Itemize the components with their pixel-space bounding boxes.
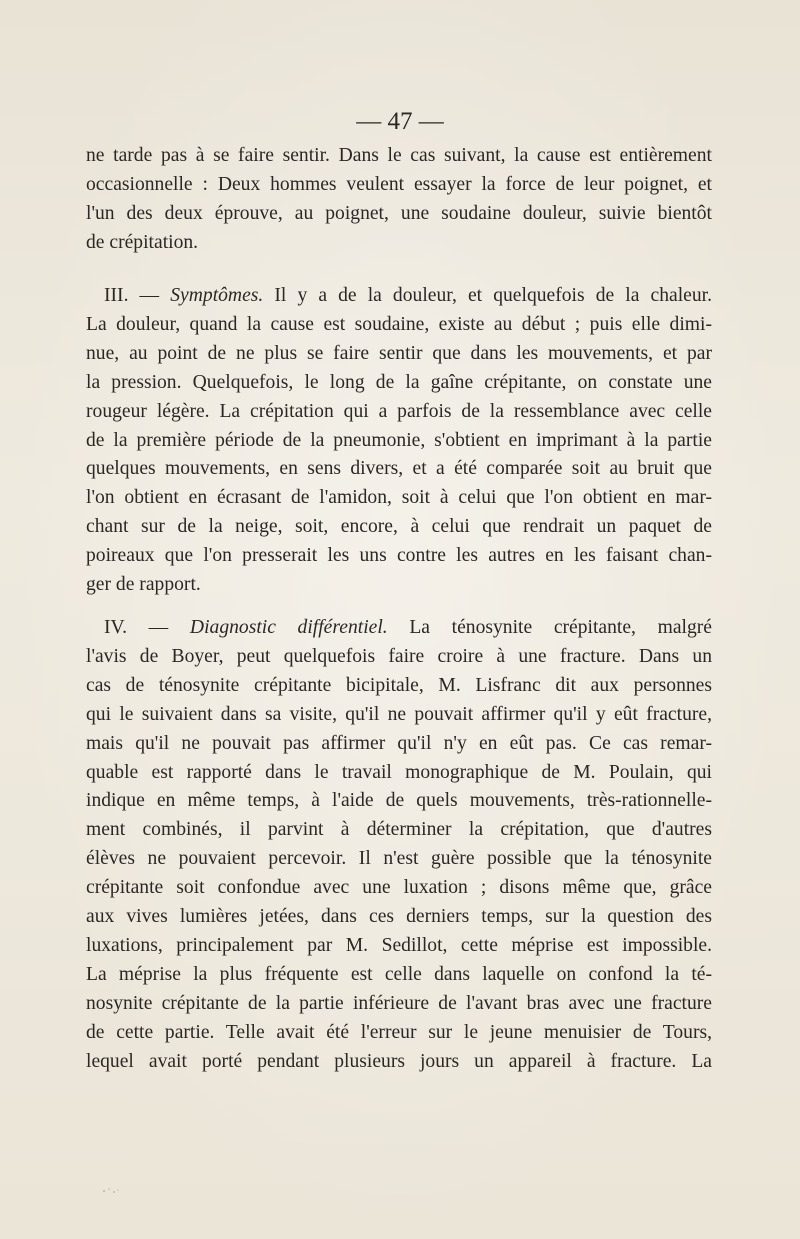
text-line: ne tarde pas à se faire sentir. Dans le cas suivant, la cause est entièrement xyxy=(86,145,712,166)
text-line: mais qu'il ne pouvait pas affirmer qu'il n'y en eût pas. Ce cas remar- xyxy=(86,732,712,754)
section-diagnostic xyxy=(86,614,712,1077)
text-run: La ténosynite crépitante, malgré xyxy=(409,617,712,638)
text-line: qui le suivaient dans sa visite, qu'il ne pouvait affirmer qu'il y eût fracture, xyxy=(86,703,712,725)
section-symptomes xyxy=(86,282,712,600)
text-line: de la première période de la pneumonie, s'obtient en imprimant à la partie xyxy=(86,429,712,451)
text-line: ger de rapport. xyxy=(86,574,201,596)
text-line: indique en même temps, à l'aide de quels mouvements, très-rationnelle- xyxy=(86,790,712,812)
paper-speck xyxy=(100,1185,122,1195)
section-numeral: IV. — xyxy=(104,617,169,638)
paragraph-continuation xyxy=(86,142,712,258)
text-line: l'un des deux éprouve, au poignet, une soudaine douleur, suivie bientôt xyxy=(86,202,712,224)
page-number: — 47 — xyxy=(356,108,444,135)
text-line: crépitante soit confondue avec une luxation ; disons même que, grâce xyxy=(86,877,712,899)
text-line: rougeur légère. La crépitation qui a parfois de la ressemblance avec celle xyxy=(86,400,712,422)
section-heading-line xyxy=(86,614,712,643)
text-line: poireaux que l'on presserait les uns contre les autres en les faisant chan- xyxy=(86,545,712,567)
text-line: l'on obtient en écrasant de l'amidon, soit à celui que l'on obtient en mar- xyxy=(86,487,712,509)
text-run: Il y a de la douleur, et quelquefois de la chaleur. xyxy=(274,285,712,306)
text-line: chant sur de la neige, soit, encore, à celui que rendrait un paquet de xyxy=(86,516,712,538)
text-line: aux vives lumières jetées, dans ces derniers temps, sur la question des xyxy=(86,906,712,928)
text-line: de cette partie. Telle avait été l'erreur sur le jeune menuisier de Tours, xyxy=(86,1021,712,1043)
text-line: cas de ténosynite crépitante bicipitale, M. Lisfranc dit aux personnes xyxy=(86,674,712,696)
text-line: lequel avait porté pendant plusieurs jours un appareil à fracture. La xyxy=(86,1050,712,1072)
section-heading: Diagnostic différentiel. xyxy=(189,617,388,638)
text-line: occasionnelle : Deux hommes veulent essayer la force de leur poignet, et xyxy=(86,173,712,195)
text-line: ment combinés, il parvint à déterminer la crépitation, que d'autres xyxy=(86,819,712,841)
text-line: La douleur, quand la cause est soudaine, existe au début ; puis elle dimi- xyxy=(86,313,712,335)
text-line: la pression. Quelquefois, le long de la gaîne crépitante, on constate une xyxy=(86,371,712,393)
text-line: quable est rapporté dans le travail monographique de M. Poulain, qui xyxy=(86,761,712,783)
text-line: nosynite crépitante de la partie inférieure de l'avant bras avec une fracture xyxy=(86,992,712,1014)
text-line: l'avis de Boyer, peut quelquefois faire croire à une fracture. Dans un xyxy=(86,645,712,667)
text-line: élèves ne pouvaient percevoir. Il n'est guère possible que la ténosynite xyxy=(86,848,712,870)
text-line: luxations, principalement par M. Sedillot, cette méprise est impossible. xyxy=(86,934,712,956)
text-line: La méprise la plus fréquente est celle dans laquelle on confond la té- xyxy=(86,963,712,985)
section-numeral: III. — xyxy=(104,285,160,306)
text-line: nue, au point de ne plus se faire sentir que dans les mouvements, et par xyxy=(86,342,712,364)
text-line: quelques mouvements, en sens divers, et a été comparée soit au bruit que xyxy=(86,458,712,480)
text-line: de crépitation. xyxy=(86,231,199,253)
section-heading: Symptômes. xyxy=(170,285,264,306)
section-heading-line xyxy=(86,282,712,311)
